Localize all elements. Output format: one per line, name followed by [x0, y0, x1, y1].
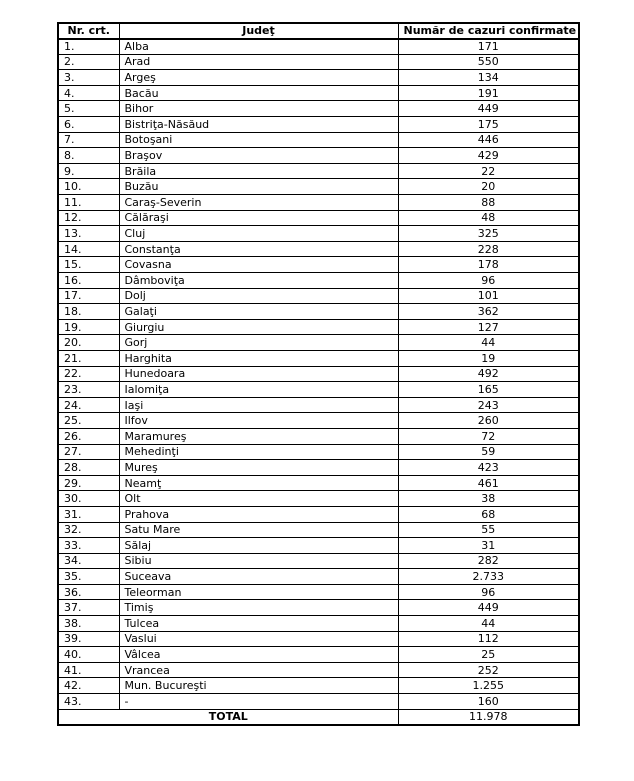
row-number-cell: 30.	[58, 491, 119, 507]
row-number-cell: 17.	[58, 288, 119, 304]
county-name-cell: Covasna	[119, 257, 398, 273]
row-number-cell: 29.	[58, 475, 119, 491]
confirmed-cases-cell: 22	[398, 163, 579, 179]
confirmed-cases-cell: 48	[398, 210, 579, 226]
confirmed-cases-cell: 492	[398, 366, 579, 382]
row-number-cell: 27.	[58, 444, 119, 460]
table-row	[58, 584, 579, 600]
table-row	[58, 616, 579, 632]
county-name-cell: Constanţa	[119, 241, 398, 257]
row-number-cell: 28.	[58, 460, 119, 476]
confirmed-cases-cell: 38	[398, 491, 579, 507]
table-row	[58, 506, 579, 522]
confirmed-cases-cell: 31	[398, 538, 579, 554]
county-name-cell: Vaslui	[119, 631, 398, 647]
table-row	[58, 304, 579, 320]
county-name-cell: Cluj	[119, 226, 398, 242]
table-row	[58, 382, 579, 398]
table-row	[58, 678, 579, 694]
table-row	[58, 195, 579, 211]
table-header-row	[58, 23, 579, 39]
confirmed-cases-cell: 175	[398, 117, 579, 133]
confirmed-cases-cell: 20	[398, 179, 579, 195]
confirmed-cases-cell: 449	[398, 600, 579, 616]
county-name-cell: Tulcea	[119, 616, 398, 632]
confirmed-cases-cell: 461	[398, 475, 579, 491]
row-number-cell: 10.	[58, 179, 119, 195]
table-row	[58, 366, 579, 382]
confirmed-cases-cell: 446	[398, 132, 579, 148]
confirmed-cases-cell: 96	[398, 273, 579, 289]
table-row	[58, 428, 579, 444]
row-number-cell: 13.	[58, 226, 119, 242]
row-number-cell: 42.	[58, 678, 119, 694]
confirmed-cases-cell: 44	[398, 616, 579, 632]
county-name-cell: Harghita	[119, 350, 398, 366]
county-name-cell: Mehedinţi	[119, 444, 398, 460]
table-row	[58, 475, 579, 491]
row-number-cell: 7.	[58, 132, 119, 148]
confirmed-cases-cell: 325	[398, 226, 579, 242]
table-header	[58, 23, 579, 39]
county-name-cell: Timiş	[119, 600, 398, 616]
table-row	[58, 163, 579, 179]
county-name-cell: Hunedoara	[119, 366, 398, 382]
row-number-cell: 5.	[58, 101, 119, 117]
row-number-cell: 18.	[58, 304, 119, 320]
confirmed-cases-cell: 2.733	[398, 569, 579, 585]
row-number-cell: 40.	[58, 647, 119, 663]
county-name-cell: Dâmboviţa	[119, 273, 398, 289]
table-row	[58, 662, 579, 678]
row-number-cell: 9.	[58, 163, 119, 179]
table-row	[58, 631, 579, 647]
row-number-cell: 36.	[58, 584, 119, 600]
table-footer	[58, 709, 579, 725]
county-name-cell: Caraş-Severin	[119, 195, 398, 211]
total-row	[58, 709, 579, 725]
table-row	[58, 241, 579, 257]
confirmed-cases-cell: 55	[398, 522, 579, 538]
table-row	[58, 460, 579, 476]
row-number-cell: 4.	[58, 85, 119, 101]
confirmed-cases-cell: 449	[398, 101, 579, 117]
column-header-nr-crt: Nr. crt.	[58, 23, 119, 39]
confirmed-cases-cell: 88	[398, 195, 579, 211]
row-number-cell: 12.	[58, 210, 119, 226]
confirmed-cases-cell: 252	[398, 662, 579, 678]
county-name-cell: Alba	[119, 39, 398, 55]
table-body	[58, 39, 579, 710]
table-row	[58, 288, 579, 304]
row-number-cell: 22.	[58, 366, 119, 382]
county-name-cell: Mureş	[119, 460, 398, 476]
row-number-cell: 31.	[58, 506, 119, 522]
county-name-cell: Suceava	[119, 569, 398, 585]
column-header-judet: Judeţ	[119, 23, 398, 39]
table-row	[58, 39, 579, 55]
confirmed-cases-cell: 25	[398, 647, 579, 663]
county-name-cell: Arad	[119, 54, 398, 70]
confirmed-cases-cell: 68	[398, 506, 579, 522]
county-name-cell: -	[119, 694, 398, 710]
confirmed-cases-cell: 191	[398, 85, 579, 101]
table-row	[58, 179, 579, 195]
row-number-cell: 24.	[58, 397, 119, 413]
table-row	[58, 101, 579, 117]
confirmed-cases-cell: 260	[398, 413, 579, 429]
confirmed-cases-cell: 101	[398, 288, 579, 304]
table-row	[58, 148, 579, 164]
row-number-cell: 8.	[58, 148, 119, 164]
table-row	[58, 491, 579, 507]
county-name-cell: Sălaj	[119, 538, 398, 554]
row-number-cell: 3.	[58, 70, 119, 86]
confirmed-cases-table	[57, 22, 580, 726]
table-row	[58, 85, 579, 101]
total-label: TOTAL	[58, 709, 398, 725]
row-number-cell: 15.	[58, 257, 119, 273]
county-name-cell: Prahova	[119, 506, 398, 522]
confirmed-cases-cell: 171	[398, 39, 579, 55]
county-name-cell: Teleorman	[119, 584, 398, 600]
confirmed-cases-cell: 112	[398, 631, 579, 647]
confirmed-cases-cell: 165	[398, 382, 579, 398]
row-number-cell: 26.	[58, 428, 119, 444]
county-name-cell: Buzău	[119, 179, 398, 195]
county-name-cell: Bacău	[119, 85, 398, 101]
table-row	[58, 132, 579, 148]
confirmed-cases-cell: 228	[398, 241, 579, 257]
column-header-cazuri: Număr de cazuri confirmate	[398, 23, 579, 39]
confirmed-cases-cell: 429	[398, 148, 579, 164]
table-row	[58, 413, 579, 429]
confirmed-cases-cell: 134	[398, 70, 579, 86]
row-number-cell: 11.	[58, 195, 119, 211]
row-number-cell: 43.	[58, 694, 119, 710]
county-name-cell: Botoşani	[119, 132, 398, 148]
table-row	[58, 54, 579, 70]
confirmed-cases-cell: 243	[398, 397, 579, 413]
row-number-cell: 32.	[58, 522, 119, 538]
confirmed-cases-cell: 362	[398, 304, 579, 320]
county-name-cell: Vâlcea	[119, 647, 398, 663]
row-number-cell: 39.	[58, 631, 119, 647]
row-number-cell: 21.	[58, 350, 119, 366]
table-row	[58, 647, 579, 663]
county-name-cell: Braşov	[119, 148, 398, 164]
table-row	[58, 553, 579, 569]
table-row	[58, 538, 579, 554]
county-name-cell: Ialomiţa	[119, 382, 398, 398]
row-number-cell: 38.	[58, 616, 119, 632]
confirmed-cases-cell: 282	[398, 553, 579, 569]
confirmed-cases-cell: 178	[398, 257, 579, 273]
county-name-cell: Brăila	[119, 163, 398, 179]
table-row	[58, 273, 579, 289]
confirmed-cases-cell: 19	[398, 350, 579, 366]
table-row	[58, 70, 579, 86]
row-number-cell: 14.	[58, 241, 119, 257]
confirmed-cases-cell: 127	[398, 319, 579, 335]
table-row	[58, 444, 579, 460]
row-number-cell: 35.	[58, 569, 119, 585]
county-name-cell: Satu Mare	[119, 522, 398, 538]
table-row	[58, 226, 579, 242]
table-row	[58, 694, 579, 710]
county-name-cell: Iaşi	[119, 397, 398, 413]
row-number-cell: 20.	[58, 335, 119, 351]
county-name-cell: Ilfov	[119, 413, 398, 429]
row-number-cell: 37.	[58, 600, 119, 616]
county-name-cell: Vrancea	[119, 662, 398, 678]
row-number-cell: 2.	[58, 54, 119, 70]
row-number-cell: 16.	[58, 273, 119, 289]
confirmed-cases-cell: 160	[398, 694, 579, 710]
table-row	[58, 210, 579, 226]
confirmed-cases-cell: 550	[398, 54, 579, 70]
confirmed-cases-cell: 423	[398, 460, 579, 476]
table-row	[58, 350, 579, 366]
confirmed-cases-cell: 59	[398, 444, 579, 460]
county-name-cell: Dolj	[119, 288, 398, 304]
county-name-cell: Olt	[119, 491, 398, 507]
county-name-cell: Galaţi	[119, 304, 398, 320]
county-name-cell: Mun. Bucureşti	[119, 678, 398, 694]
county-name-cell: Argeş	[119, 70, 398, 86]
county-name-cell: Bistriţa-Năsăud	[119, 117, 398, 133]
county-name-cell: Neamţ	[119, 475, 398, 491]
confirmed-cases-cell: 1.255	[398, 678, 579, 694]
confirmed-cases-cell: 72	[398, 428, 579, 444]
row-number-cell: 23.	[58, 382, 119, 398]
confirmed-cases-cell: 44	[398, 335, 579, 351]
row-number-cell: 41.	[58, 662, 119, 678]
table-row	[58, 397, 579, 413]
row-number-cell: 6.	[58, 117, 119, 133]
county-name-cell: Gorj	[119, 335, 398, 351]
table-row	[58, 600, 579, 616]
county-name-cell: Călăraşi	[119, 210, 398, 226]
row-number-cell: 34.	[58, 553, 119, 569]
county-name-cell: Bihor	[119, 101, 398, 117]
table-row	[58, 335, 579, 351]
row-number-cell: 25.	[58, 413, 119, 429]
total-value: 11.978	[398, 709, 579, 725]
table-row	[58, 257, 579, 273]
county-name-cell: Sibiu	[119, 553, 398, 569]
row-number-cell: 1.	[58, 39, 119, 55]
row-number-cell: 19.	[58, 319, 119, 335]
county-name-cell: Giurgiu	[119, 319, 398, 335]
table-row	[58, 569, 579, 585]
confirmed-cases-cell: 96	[398, 584, 579, 600]
row-number-cell: 33.	[58, 538, 119, 554]
table-row	[58, 522, 579, 538]
table-row	[58, 319, 579, 335]
county-name-cell: Maramureş	[119, 428, 398, 444]
table-row	[58, 117, 579, 133]
